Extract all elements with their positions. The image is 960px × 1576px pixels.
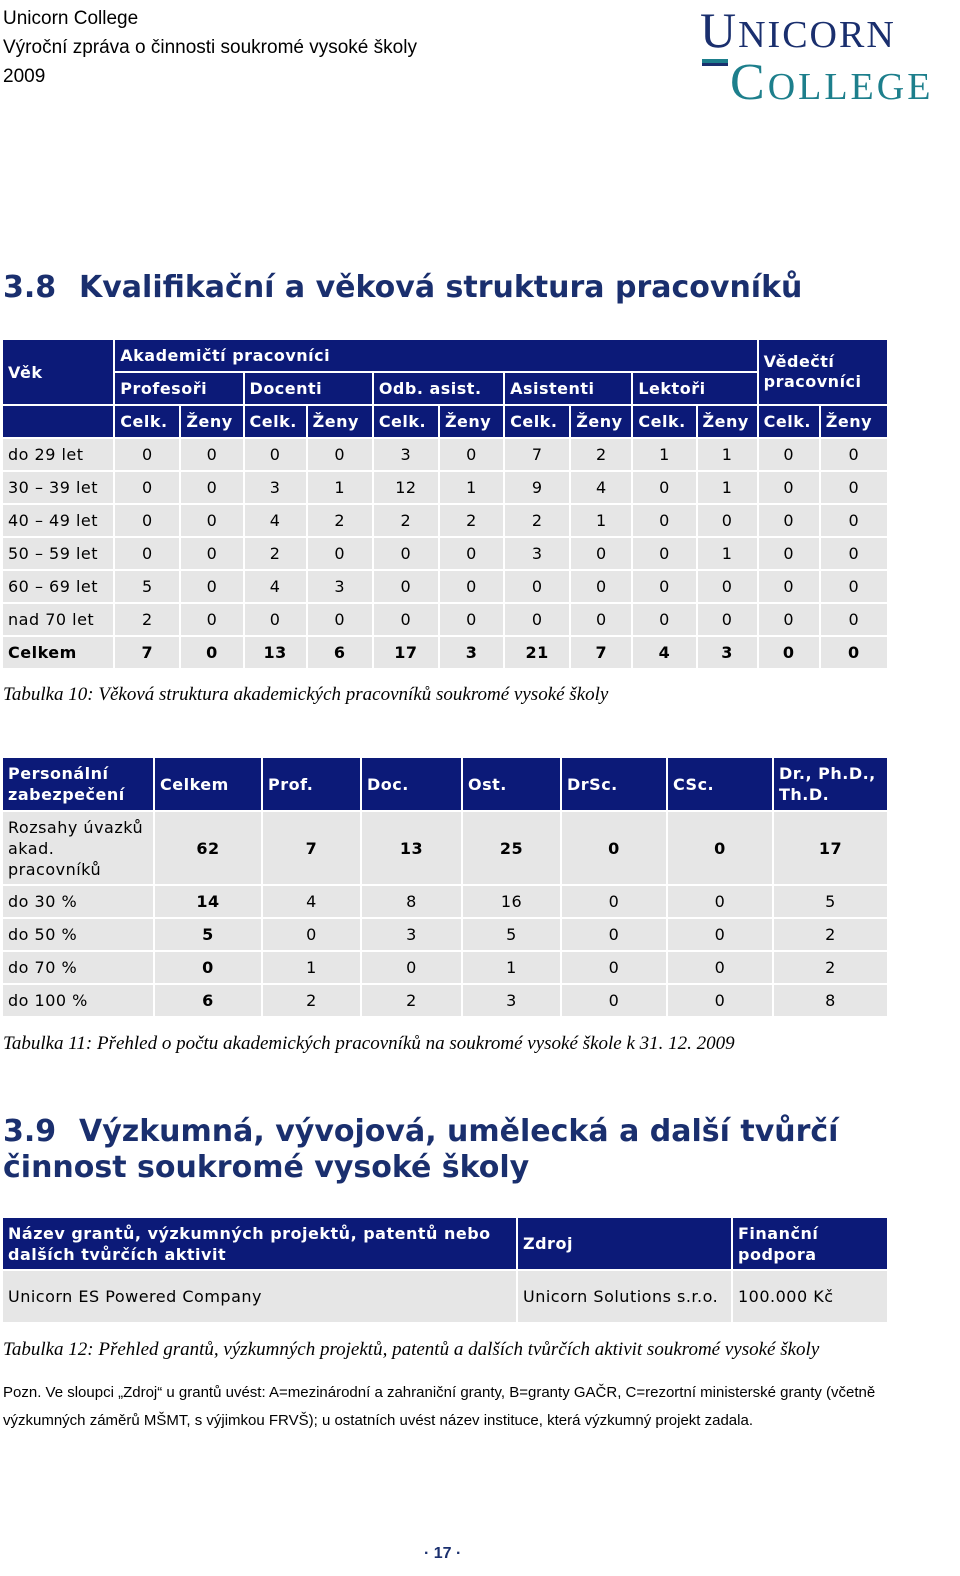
table-cell: 1: [571, 505, 633, 538]
note-paragraph: Pozn. Ve sloupci „Zdroj“ u grantů uvést: A=mezinárodní a zahraniční granty, B=granty GAČR, C=rezortní ministerské granty (včetně výzkumných záměrů MŠMT, s výjimkou FRVŠ); u ostatních uvést název instituce, která výzkumný projekt zadala.: [3, 1384, 876, 1429]
table-cell: 3: [463, 985, 562, 1018]
subheader-total: Celk.: [374, 406, 440, 439]
table-cell: 0: [181, 505, 244, 538]
table-cell: 4: [633, 637, 697, 670]
table-cell: 0: [181, 637, 244, 670]
header-report-title: Výroční zpráva o činnosti soukromé vysoké školy: [3, 37, 417, 58]
table-staffing-body: [3, 812, 889, 1018]
table-cell: 2: [374, 505, 440, 538]
table-cell: 17: [774, 812, 889, 886]
row-label: 40 – 49 let: [3, 505, 115, 538]
table-cell: 0: [505, 571, 571, 604]
table-cell: 25: [463, 812, 562, 886]
table-cell: 1: [308, 472, 374, 505]
table-row: [3, 812, 889, 886]
grant-funding-cell: 100.000 Kč: [733, 1271, 889, 1324]
table-cell: 7: [263, 812, 362, 886]
unicorn-college-logo: [700, 2, 956, 111]
table-cell: 7: [115, 637, 181, 670]
table-cell: 0: [115, 505, 181, 538]
table-cell: 0: [759, 439, 821, 472]
row-label: 50 – 59 let: [3, 538, 115, 571]
table-row: [3, 886, 889, 919]
table-cell: 0: [633, 538, 697, 571]
table-cell: 0: [374, 571, 440, 604]
table-cell: 0: [821, 604, 889, 637]
staffing-header-cell: Celkem: [155, 758, 263, 812]
table-cell: 0: [155, 952, 263, 985]
staffing-header-cell: Prof.: [263, 758, 362, 812]
table-cell: 1: [633, 439, 697, 472]
table-cell: 0: [571, 604, 633, 637]
table-cell: 0: [181, 439, 244, 472]
table-cell: 2: [308, 505, 374, 538]
table-cell: 2: [245, 538, 308, 571]
table-cell: 21: [505, 637, 571, 670]
table-cell: 0: [698, 604, 759, 637]
table-cell: 0: [668, 985, 774, 1018]
table-cell: 0: [759, 604, 821, 637]
staffing-header-cell: Ost.: [463, 758, 562, 812]
table-cell: 0: [668, 812, 774, 886]
row-label: 30 – 39 let: [3, 472, 115, 505]
table-cell: 2: [115, 604, 181, 637]
subheader-total: Celk.: [245, 406, 308, 439]
subgroup-assistants: Asistenti: [505, 373, 633, 406]
table-cell: 1: [698, 472, 759, 505]
subheader-women: Ženy: [821, 406, 889, 439]
table-cell: 0: [181, 571, 244, 604]
grant-name-cell: Unicorn ES Powered Company: [3, 1271, 518, 1324]
table-cell: 0: [759, 637, 821, 670]
col-header-age: Věk: [3, 340, 115, 406]
section-heading-3-9: 3.9 Výzkumná, vývojová, umělecká a další tvůrčí činnost soukromé vysoké školy: [3, 1114, 839, 1185]
table-cell: 0: [374, 538, 440, 571]
row-label: nad 70 let: [3, 604, 115, 637]
logo-bottom-word: COLLEGE: [730, 54, 934, 111]
logo-accent-bar-dark: [702, 63, 728, 66]
subgroup-docents: Docenti: [245, 373, 374, 406]
table-row: [3, 472, 889, 505]
table-cell: 62: [155, 812, 263, 886]
table-row: [3, 538, 889, 571]
table-cell: 0: [115, 472, 181, 505]
row-label: Rozsahy úvazků akad. pracovníků: [3, 812, 155, 886]
grants-header-funding: Finanční podpora: [733, 1218, 889, 1271]
staffing-header-cell: DrSc.: [562, 758, 668, 812]
table-cell: 0: [181, 538, 244, 571]
row-label: do 100 %: [3, 985, 155, 1018]
table-cell: 0: [440, 538, 505, 571]
subheader-women: Ženy: [571, 406, 633, 439]
subheader-women: Ženy: [440, 406, 505, 439]
subheader-total: Celk.: [505, 406, 571, 439]
table-cell: 2: [505, 505, 571, 538]
table-cell: 16: [463, 886, 562, 919]
table-cell: 0: [633, 604, 697, 637]
table-cell: 7: [571, 637, 633, 670]
table-cell: 1: [263, 952, 362, 985]
table-cell: 2: [440, 505, 505, 538]
table-cell: 0: [263, 919, 362, 952]
caption-table-10: Tabulka 10: Věková struktura akademických pracovníků soukromé vysoké školy: [3, 684, 609, 705]
table-cell: 0: [505, 604, 571, 637]
total-row: [3, 637, 889, 670]
table-cell: 14: [155, 886, 263, 919]
table-cell: 0: [821, 571, 889, 604]
table-age-structure: [3, 340, 889, 670]
table-cell: 4: [263, 886, 362, 919]
table-cell: 6: [155, 985, 263, 1018]
table-cell: 13: [245, 637, 308, 670]
table-cell: 0: [821, 439, 889, 472]
header-org-name: Unicorn College: [3, 8, 139, 29]
table-cell: 17: [374, 637, 440, 670]
table-row: [3, 1271, 889, 1324]
table-cell: 0: [308, 439, 374, 472]
caption-table-11: Tabulka 11: Přehled o počtu akademických pracovníků na soukromé vysoké škole k 31. 12. 2009: [3, 1033, 735, 1054]
table-row: [3, 604, 889, 637]
table-cell: 6: [308, 637, 374, 670]
table-cell: 1: [440, 472, 505, 505]
grant-source-cell: Unicorn Solutions s.r.o.: [518, 1271, 733, 1324]
table-cell: 8: [774, 985, 889, 1018]
table-cell: 0: [308, 538, 374, 571]
table-cell: 0: [245, 439, 308, 472]
group-header-academic: Akademičtí pracovníci: [115, 340, 758, 373]
staffing-header-cell: CSc.: [668, 758, 774, 812]
row-label: do 70 %: [3, 952, 155, 985]
row-label: do 50 %: [3, 919, 155, 952]
table-cell: 0: [759, 472, 821, 505]
table-cell: 0: [698, 505, 759, 538]
table-staffing: [3, 758, 889, 1018]
table-cell: 3: [374, 439, 440, 472]
table-cell: 3: [245, 472, 308, 505]
table-age-body: [3, 439, 889, 670]
header-year: 2009: [3, 66, 46, 87]
table-cell: 0: [562, 812, 668, 886]
table-cell: 0: [633, 571, 697, 604]
table-cell: 0: [362, 952, 463, 985]
subheader-total: Celk.: [633, 406, 697, 439]
table-cell: 0: [562, 886, 668, 919]
table-cell: 5: [115, 571, 181, 604]
table-cell: 0: [668, 952, 774, 985]
table-cell: 3: [362, 919, 463, 952]
table-cell: 0: [440, 439, 505, 472]
subgroup-lecturers: Lektoři: [633, 373, 758, 406]
table-cell: 4: [245, 505, 308, 538]
row-label: do 29 let: [3, 439, 115, 472]
table-cell: 0: [440, 571, 505, 604]
table-cell: 3: [308, 571, 374, 604]
table-cell: 0: [115, 538, 181, 571]
caption-table-12: Tabulka 12: Přehled grantů, výzkumných projektů, patentů a dalších tvůrčích aktivit soukromé vysoké školy: [3, 1339, 820, 1360]
table-cell: 0: [759, 505, 821, 538]
section-heading-3-8: 3.8 Kvalifikační a věková struktura pracovníků: [3, 270, 803, 305]
table-cell: 0: [571, 571, 633, 604]
table-cell: 12: [374, 472, 440, 505]
row-label: 60 – 69 let: [3, 571, 115, 604]
table-cell: 0: [698, 571, 759, 604]
table-cell: 0: [821, 505, 889, 538]
table-cell: 8: [362, 886, 463, 919]
table-cell: 0: [245, 604, 308, 637]
table-cell: 13: [362, 812, 463, 886]
table-cell: 0: [633, 505, 697, 538]
table-cell: 3: [505, 538, 571, 571]
table-cell: 0: [759, 571, 821, 604]
grants-header-name: Název grantů, výzkumných projektů, patentů nebo dalších tvůrčích aktivit: [3, 1218, 518, 1271]
table-cell: 5: [463, 919, 562, 952]
table-cell: 1: [698, 439, 759, 472]
table-cell: 7: [505, 439, 571, 472]
logo-top-word: UNICORN: [700, 2, 896, 58]
table-cell: 5: [774, 886, 889, 919]
staffing-header-cell: Dr., Ph.D., Th.D.: [774, 758, 889, 812]
row-label: Celkem: [3, 637, 115, 670]
table-cell: 0: [562, 985, 668, 1018]
table-cell: 3: [698, 637, 759, 670]
table-cell: 0: [308, 604, 374, 637]
table-cell: 0: [440, 604, 505, 637]
table-cell: 0: [571, 538, 633, 571]
table-row: [3, 505, 889, 538]
table-cell: 0: [181, 604, 244, 637]
table-cell: 0: [562, 952, 668, 985]
table-cell: 0: [821, 472, 889, 505]
group-header-research: Vědečtí pracovníci: [759, 340, 889, 406]
table-cell: 0: [562, 919, 668, 952]
grants-header-source: Zdroj: [518, 1218, 733, 1271]
subheader-blank: [3, 406, 115, 439]
staffing-header-row: [3, 758, 889, 812]
table-cell: 2: [362, 985, 463, 1018]
subgroup-professors: Profesoři: [115, 373, 244, 406]
table-row: [3, 919, 889, 952]
table-cell: 4: [245, 571, 308, 604]
table-cell: 0: [759, 538, 821, 571]
table-cell: 0: [668, 886, 774, 919]
subheader-total: Celk.: [759, 406, 821, 439]
subheader-women: Ženy: [698, 406, 759, 439]
staffing-header-cell: Doc.: [362, 758, 463, 812]
table-cell: 2: [571, 439, 633, 472]
table-row: [3, 985, 889, 1018]
subheader-women: Ženy: [308, 406, 374, 439]
table-cell: 2: [263, 985, 362, 1018]
table-row: [3, 571, 889, 604]
row-label: do 30 %: [3, 886, 155, 919]
table-grants: [3, 1218, 889, 1324]
table-row: [3, 439, 889, 472]
table-cell: 2: [774, 952, 889, 985]
table-cell: 1: [698, 538, 759, 571]
table-cell: 5: [155, 919, 263, 952]
table-cell: 0: [181, 472, 244, 505]
table-cell: 3: [440, 637, 505, 670]
page-number: · 17 ·: [424, 1545, 462, 1562]
table-cell: 4: [571, 472, 633, 505]
table-cell: 0: [115, 439, 181, 472]
table-cell: 2: [774, 919, 889, 952]
table-cell: 9: [505, 472, 571, 505]
subheader-total: Celk.: [115, 406, 181, 439]
table-cell: 0: [821, 538, 889, 571]
subheader-women: Ženy: [181, 406, 244, 439]
table-cell: 1: [463, 952, 562, 985]
table-row: [3, 952, 889, 985]
table-cell: 0: [821, 637, 889, 670]
table-cell: 0: [668, 919, 774, 952]
table-cell: 0: [633, 472, 697, 505]
staffing-header-cell: Personální zabezpečení: [3, 758, 155, 812]
subheader-row: [3, 406, 889, 439]
table-cell: 0: [374, 604, 440, 637]
subgroup-assistant-professors: Odb. asist.: [374, 373, 505, 406]
